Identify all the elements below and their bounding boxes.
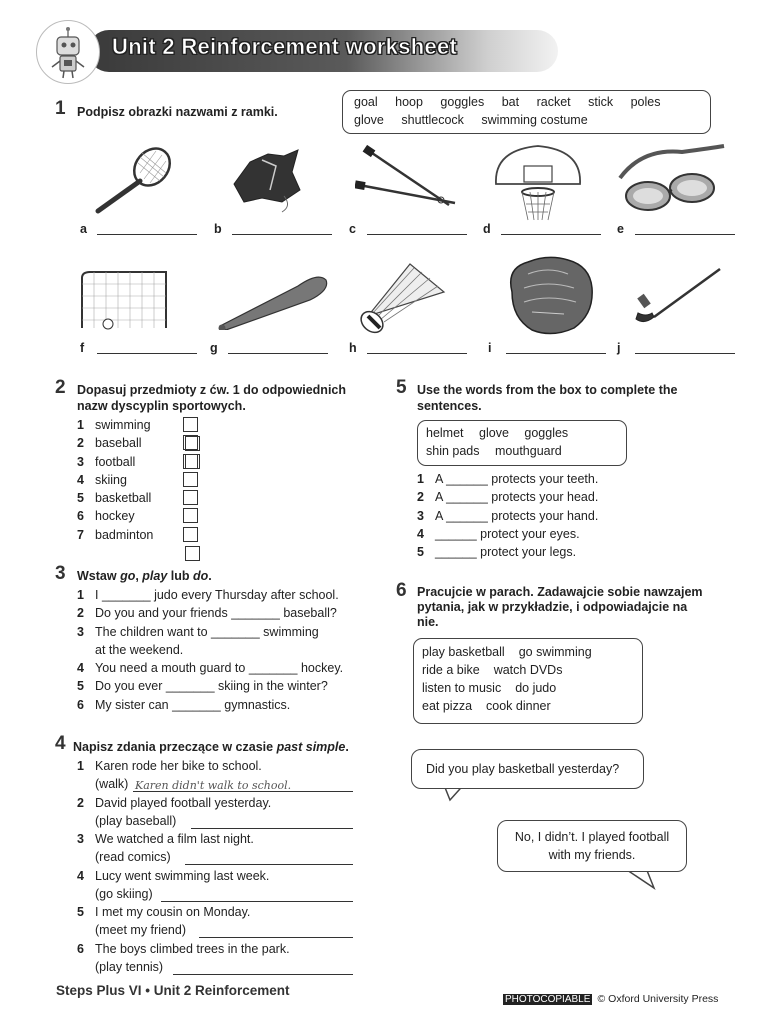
mascot-logo: [36, 20, 100, 84]
goal-icon: [78, 262, 178, 334]
exercise-instruction: Use the words from the box to complete the: [417, 383, 678, 397]
word: glove: [354, 113, 384, 127]
answer-line[interactable]: [97, 234, 197, 235]
word-box-line: [354, 95, 660, 109]
footer-book-title: Steps Plus VI • Unit 2 Reinforcement: [56, 983, 290, 998]
list-item: 2 David played football yesterday. (play baseball): [77, 796, 367, 833]
exercise-instruction: Dopasuj przedmioty z ćw. 1 do odpowiednich: [77, 383, 347, 397]
answer-line[interactable]: [191, 828, 353, 829]
word: hoop: [395, 95, 423, 109]
item-label: a: [80, 222, 87, 236]
answer-line[interactable]: [185, 864, 353, 865]
exercise-number: 6: [396, 580, 407, 601]
answer-line[interactable]: [232, 234, 332, 235]
exercise-number: 3: [55, 563, 66, 584]
word: goal: [354, 95, 378, 109]
exercise-instruction: Napisz zdania przeczące w czasie past simple.: [73, 740, 349, 754]
answer-text: No, I didn’t. I played football: [514, 830, 670, 844]
answer-line[interactable]: [173, 974, 353, 975]
speech-bubble-question: [411, 749, 644, 789]
item-label: h: [349, 341, 357, 355]
answer-boxes[interactable]: [183, 490, 198, 509]
item-label: e: [617, 222, 624, 236]
answer-line[interactable]: [133, 791, 353, 792]
answer-boxes[interactable]: [183, 454, 198, 473]
publisher-text: © Oxford University Press: [597, 993, 719, 1005]
answer-line[interactable]: [228, 353, 328, 354]
item-label: d: [483, 222, 491, 236]
answer-line[interactable]: [506, 353, 606, 354]
word: shuttlecock: [401, 113, 464, 127]
answer-line[interactable]: [161, 901, 353, 902]
exercise-instruction: Podpisz obrazki nazwami z ramki.: [77, 105, 278, 119]
word: shin pads: [426, 444, 480, 458]
answer-boxes[interactable]: [183, 527, 200, 565]
word: mouthguard: [495, 444, 562, 458]
word-box: [417, 420, 627, 466]
exercise-number: 5: [396, 377, 407, 398]
baseball-glove-icon: [498, 252, 598, 338]
word: goggles: [440, 95, 485, 109]
answer-line[interactable]: [635, 353, 735, 354]
list-item: 4 Lucy went swimming last week. (go skiing): [77, 869, 367, 906]
word-box: [342, 90, 711, 134]
exercise-instruction: pytania, jak w przykładzie, i odpowiadajcie na: [417, 600, 688, 614]
page-title: Unit 2 Reinforcement worksheet: [112, 34, 458, 59]
answer-line[interactable]: [97, 353, 197, 354]
word: racket: [536, 95, 571, 109]
list-item: 6 The boys climbed trees in the park. (play tennis): [77, 942, 367, 979]
exercise-number: 4: [55, 733, 66, 754]
exercise-instruction: Wstaw go, play lub do.: [77, 569, 212, 583]
basketball-hoop-icon: [488, 140, 588, 225]
answer-text: with my friends.: [548, 848, 636, 862]
word: swimming costume: [481, 113, 588, 127]
list-item: 3 We watched a film last night. (read comics): [77, 832, 367, 869]
list-item: 5 I met my cousin on Monday. (meet my friend): [77, 905, 367, 942]
answer-boxes[interactable]: [183, 508, 198, 527]
item-label: j: [617, 341, 621, 355]
robot-icon: [37, 21, 99, 83]
baseball-bat-icon: [214, 268, 334, 330]
word: goggles: [524, 426, 569, 440]
answer-line[interactable]: [367, 234, 467, 235]
exercise-instruction: nie.: [417, 615, 439, 629]
example-answer: Karen didn't walk to school.: [135, 779, 292, 792]
photocopiable-label: PHOTOCOPIABLE: [505, 994, 591, 1005]
exercise-instruction: Pracujcie w parach. Zadawajcie sobie nawzajem: [417, 585, 703, 599]
question-text: Did you play basketball yesterday?: [426, 762, 620, 776]
list-item: 1 Karen rode her bike to school. (walk) Karen didn't walk to school.: [77, 759, 367, 796]
answer-boxes[interactable]: [183, 472, 198, 491]
exercise-instruction: sentences.: [417, 399, 482, 413]
item-label: b: [214, 222, 222, 236]
goggles-icon: [612, 138, 732, 218]
item-label: i: [488, 341, 492, 355]
item-label: c: [349, 222, 356, 236]
word: bat: [501, 95, 520, 109]
exercise-instruction: nazw dyscyplin sportowych.: [77, 399, 246, 413]
word-box-line: [354, 113, 588, 127]
footer-copyright: [503, 987, 718, 1006]
exercise-number: 1: [55, 98, 66, 119]
sentence-list: [77, 759, 367, 979]
answer-line[interactable]: [635, 234, 735, 235]
racket-icon: [80, 145, 190, 220]
answer-line[interactable]: [367, 353, 467, 354]
word: poles: [630, 95, 661, 109]
item-label: g: [210, 341, 218, 355]
ski-poles-icon: [355, 145, 465, 215]
activity-box: play basketball go swimming ride a bike watch DVDs listen to music do judo eat pizza cook dinner: [413, 638, 643, 724]
shuttlecock-icon: [350, 258, 450, 336]
hockey-stick-icon: [632, 265, 724, 327]
word: glove: [479, 426, 509, 440]
item-label: f: [80, 341, 85, 355]
swimming-costume-icon: [222, 140, 332, 220]
word: helmet: [426, 426, 464, 440]
answer-line[interactable]: [199, 937, 353, 938]
exercise-number: 2: [55, 377, 66, 398]
speech-bubble-answer: [497, 820, 687, 872]
word: stick: [588, 95, 614, 109]
answer-line[interactable]: [501, 234, 601, 235]
